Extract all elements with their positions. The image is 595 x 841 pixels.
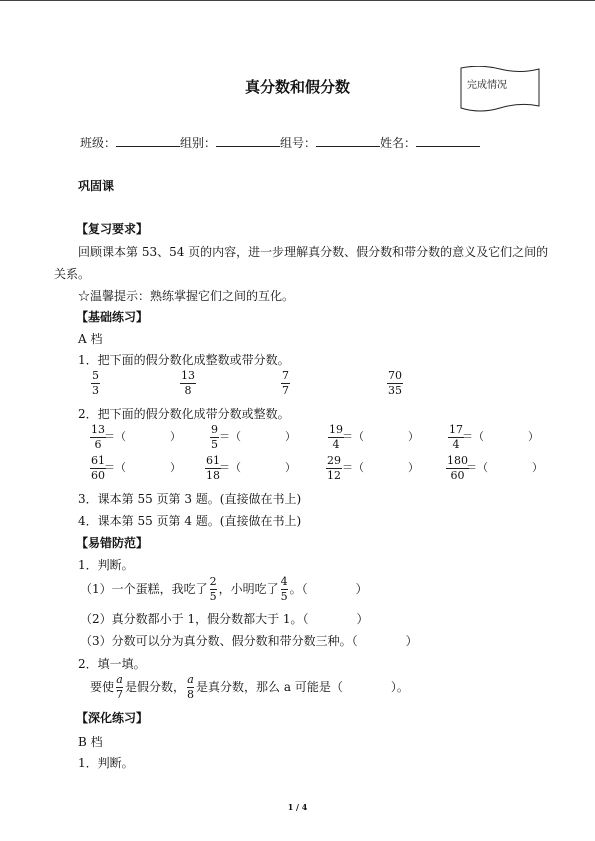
page-number: 1 / 4 [287,802,308,812]
answer-blank[interactable]: ＝（ ） [219,430,296,443]
answer-blank[interactable]: ＝（ ） [104,461,181,474]
fraction: 19 4 [329,423,343,451]
fraction: 7 7 [282,369,289,397]
basic-q4: 4．课本第 55 页第 4 题。(直接做在书上) [78,514,302,528]
fraction: $\frac{a}{7}$ [116,673,124,701]
answer-blank[interactable]: ＝（ ） [104,430,181,443]
name-label: 姓名： [380,136,417,150]
section-consolidate: 巩固课 [78,179,115,193]
fraction: 180 60 [447,454,468,482]
fraction: 61 18 [206,454,220,482]
answer-blank[interactable]: ＝（ ） [466,461,543,474]
fraction: 29 12 [327,454,341,482]
deep-q1: 1．判断。 [78,756,134,770]
fraction: 70 35 [388,369,402,397]
class-field[interactable] [116,134,180,147]
fraction: 13 6 [91,423,105,451]
deep-heading: 【深化练习】 [76,711,149,725]
judge-answer-blank[interactable]: 。（ ） [289,582,368,596]
basic-level: A 档 [78,332,103,346]
mistake-heading: 【易错防范】 [76,536,149,550]
judge-item-3: （3）分数可以分为真分数、假分数和带分数三种。（ ） [80,634,418,648]
mistake-q1: 1．判断。 [78,558,134,572]
info-row [80,134,480,151]
group-field[interactable] [216,134,280,147]
answer-blank[interactable]: ＝（ ） [342,461,419,474]
fraction: $\frac{4}{5}$ [280,575,288,603]
answer-blank[interactable]: ＝（ ） [462,430,539,443]
page-title: 真分数和假分数 [244,78,350,96]
review-text-line2: 关系。 [54,267,91,281]
basic-q2: 2．把下面的假分数化成带分数或整数。 [78,407,290,421]
deep-level: B 档 [78,735,103,749]
fraction: 9 5 [211,423,218,451]
review-tip: ☆温馨提示：熟练掌握它们之间的互化。 [78,289,295,303]
name-field[interactable] [416,134,480,147]
group-label: 组别： [180,136,217,150]
judge-item-1: （1）一个蛋糕，我吃了 $\frac{2}{5}$ ，小明吃了 $\frac{4}{5}$ 。（ ） [80,575,368,603]
group-no-label: 组号： [280,136,317,150]
status-box-label: 完成情况 [467,80,507,91]
fraction: 17 4 [449,423,463,451]
answer-blank[interactable]: ＝（ ） [342,430,419,443]
basic-q3: 3．课本第 55 页第 3 题。(直接做在书上) [78,492,302,506]
fill-answer-blank[interactable]: 是真分数，那么 a 可能是（ ）。 [196,680,409,694]
fill-item: 要使 $\frac{a}{7}$ 是假分数， $\frac{a}{8}$ 是真分数，那么 a 可能是（ ）。 [90,673,409,701]
fraction: $\frac{a}{8}$ [187,673,195,701]
judge-item-2: （2）真分数都小于 1，假分数都大于 1。（ ） [80,612,369,626]
answer-blank[interactable]: ＝（ ） [219,461,296,474]
fraction: $\frac{2}{5}$ [209,575,217,603]
review-heading: 【复习要求】 [76,222,149,236]
fraction: 13 8 [181,369,195,397]
group-no-field[interactable] [316,134,380,147]
mistake-q2: 2．填一填。 [78,657,146,671]
top-border [0,0,595,1]
class-label: 班级： [80,136,117,150]
basic-q1: 1．把下面的假分数化成整数或带分数。 [78,353,290,367]
fraction: 61 60 [91,454,105,482]
fraction: 5 3 [92,369,99,397]
review-text-line1: 回顾课本第 53、54 页的内容，进一步理解真分数、假分数和带分数的意义及它们之间的 [78,245,549,259]
basic-heading: 【基础练习】 [76,310,149,324]
